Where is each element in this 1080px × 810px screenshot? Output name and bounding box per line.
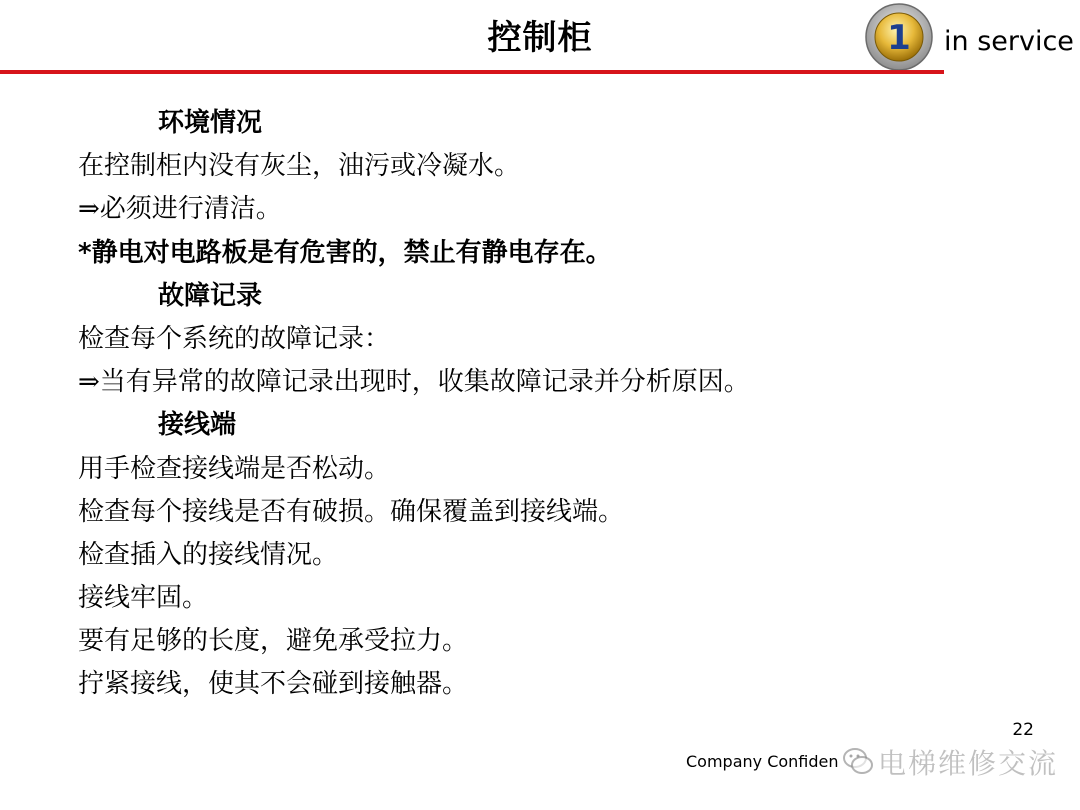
badge-number: 1 [887, 18, 911, 58]
section-heading: 环境情况 [158, 108, 263, 138]
body-line: 检查每个接线是否有破损。确保覆盖到接线端。 [78, 496, 625, 527]
body-line: ⇒必须进行清洁。 [78, 194, 282, 225]
wechat-icon [842, 746, 874, 776]
page-number: 22 [1012, 720, 1034, 740]
body-line: 检查插入的接线情况。 [78, 539, 339, 570]
title-rule [0, 70, 944, 74]
in-service-badge-icon [864, 2, 934, 72]
body-line: 接线牢固。 [78, 583, 209, 614]
footer-confidential: Company Confiden [686, 752, 839, 771]
slide-title: 控制柜 [487, 18, 593, 58]
body-line: 检查每个系统的故障记录： [78, 323, 391, 354]
watermark [818, 740, 1058, 784]
body-line: ⇒当有异常的故障记录出现时，收集故障记录并分析原因。 [78, 367, 750, 398]
body-line: 用手检查接线端是否松动。 [78, 453, 391, 484]
body-line: 要有足够的长度，避免承受拉力。 [78, 626, 469, 657]
watermark-text: 电梯维修交流 [878, 747, 1059, 780]
badge-label: in service [944, 26, 1074, 57]
body-line: 拧紧接线，使其不会碰到接触器。 [78, 669, 469, 700]
content-list [78, 102, 1018, 707]
section-heading: 故障记录 [158, 280, 263, 311]
warning-line: *静电对电路板是有危害的，禁止有静电存在。 [78, 237, 612, 268]
section-heading: 接线端 [158, 410, 237, 441]
body-line: 在控制柜内没有灰尘，油污或冷凝水。 [78, 151, 521, 182]
